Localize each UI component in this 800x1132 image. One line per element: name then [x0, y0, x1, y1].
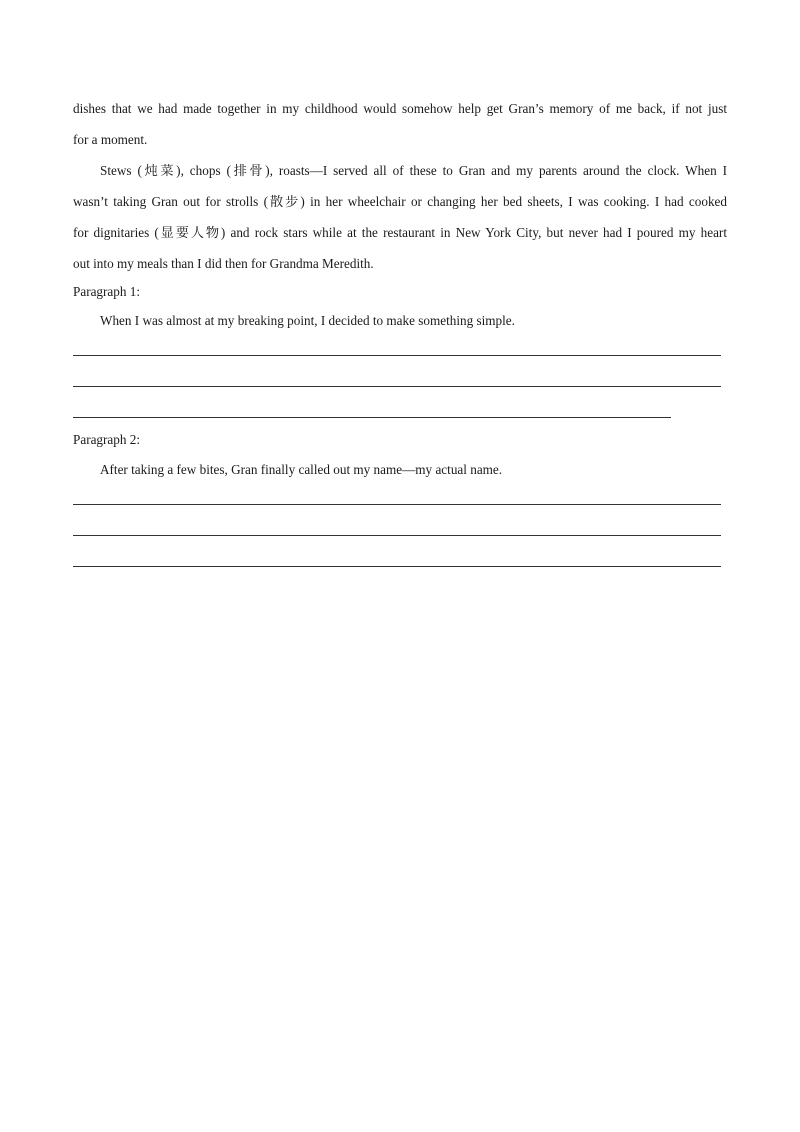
paragraph-line-4: out into my meals than I did then for Grandma Meredith. [73, 256, 374, 271]
intro-line-2: for a moment. [73, 132, 148, 147]
paragraph-1-label: Paragraph 1: [73, 284, 141, 299]
paragraph-line-3: for dignitaries (显要人物) and rock stars while at the restaurant in New York City, but never had I poured my heart [73, 225, 727, 240]
paragraph-line-1: Stews (炖菜), chops (排骨), roasts—I served all of these to Gran and my parents around the clock. When I [100, 163, 727, 178]
paragraph-line-2: wasn’t taking Gran out for strolls (散步) in her wheelchair or changing her bed sheets, I was cooking. I had cooked [73, 194, 727, 209]
paragraph-2-label: Paragraph 2: [73, 432, 141, 447]
intro-line-1: dishes that we had made together in my childhood would somehow help get Gran’s memory of me back, if not just [73, 101, 727, 116]
paragraph-1-opening-sentence: When I was almost at my breaking point, I decided to make something simple. [100, 313, 515, 328]
paragraph-2-answer-line[interactable] [73, 535, 721, 536]
paragraph-2-answer-line[interactable] [73, 504, 721, 505]
paragraph-2-opening-sentence: After taking a few bites, Gran finally called out my name—my actual name. [100, 462, 503, 477]
paragraph-2-answer-line[interactable] [73, 566, 721, 567]
paragraph-1-answer-line[interactable] [73, 386, 721, 387]
paragraph-1-answer-line[interactable] [73, 355, 721, 356]
paragraph-1-answer-line[interactable] [73, 417, 671, 418]
